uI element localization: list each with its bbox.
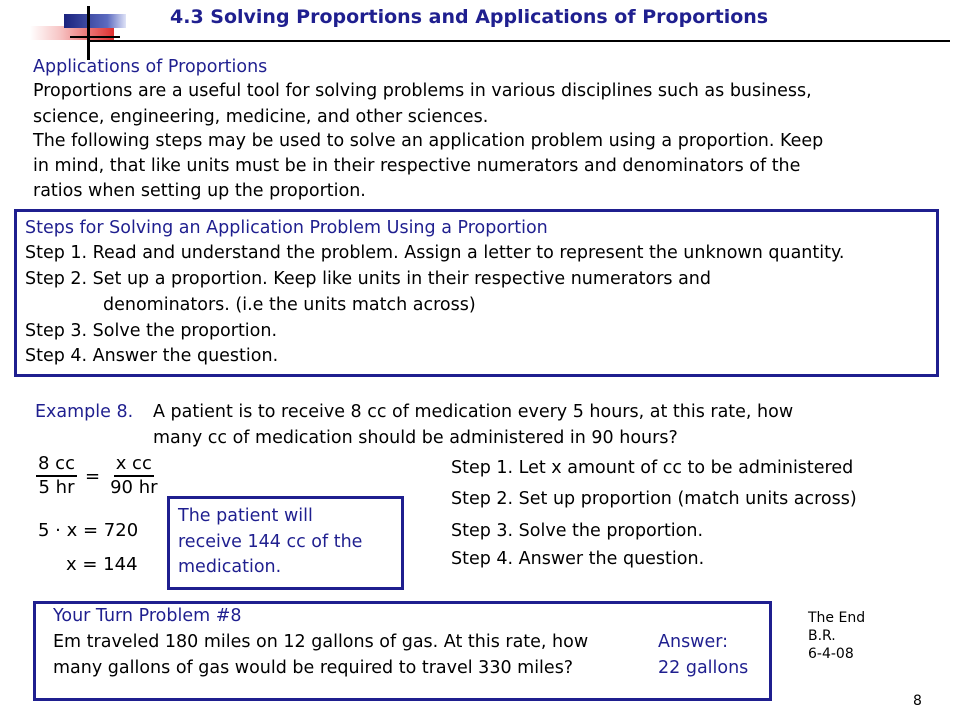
logo-vertical-line xyxy=(87,6,90,60)
intro-line-3: The following steps may be used to solve an application problem using a proportion. Keep xyxy=(33,131,824,151)
example-step-1: Step 1. Let x amount of cc to be administered xyxy=(451,458,854,478)
your-turn-line-1: Em traveled 180 miles on 12 gallons of gas. At this rate, how xyxy=(53,632,589,652)
intro-line-4: in mind, that like units must be in their respective numerators and denominators of the xyxy=(33,156,801,176)
logo-horizontal-line xyxy=(70,36,120,38)
example-step-4: Step 4. Answer the question. xyxy=(451,549,705,569)
example-step-2: Step 2. Set up proportion (match units across) xyxy=(451,489,857,509)
steps-step-1: Step 1. Read and understand the problem. Assign a letter to represent the unknown quantity. xyxy=(25,243,845,263)
example-label: Example 8. xyxy=(35,402,134,422)
steps-step-3: Step 3. Solve the proportion. xyxy=(25,321,278,341)
answer-label: Answer: xyxy=(658,632,729,652)
equation-solution: x = 144 xyxy=(66,554,138,575)
steps-heading: Steps for Solving an Application Problem Using a Proportion xyxy=(25,218,548,238)
proportion-equation xyxy=(36,453,160,499)
note-line-3: medication. xyxy=(178,557,282,577)
left-fraction xyxy=(36,453,77,499)
right-fraction xyxy=(108,453,159,499)
answer-value: 22 gallons xyxy=(658,658,749,678)
equals-sign: = xyxy=(84,465,101,487)
intro-line-5: ratios when setting up the proportion. xyxy=(33,181,366,201)
example-step-3: Step 3. Solve the proportion. xyxy=(451,521,704,541)
page-number: 8 xyxy=(913,693,922,709)
intro-line-2: science, engineering, medicine, and other sciences. xyxy=(33,107,489,127)
the-end-label: The End xyxy=(808,610,866,626)
steps-step-2-continued: denominators. (i.e the units match across) xyxy=(103,295,476,315)
intro-line-1: Proportions are a useful tool for solving problems in various disciplines such as business, xyxy=(33,81,812,101)
logo-blue-bar xyxy=(64,14,126,28)
your-turn-line-2: many gallons of gas would be required to travel 330 miles? xyxy=(53,658,574,678)
right-denominator: 90 hr xyxy=(110,477,158,498)
date-label: 6-4-08 xyxy=(808,646,854,662)
note-line-1: The patient will xyxy=(178,506,313,526)
intro-heading: Applications of Proportions xyxy=(33,57,268,77)
left-numerator: 8 cc xyxy=(36,453,77,477)
your-turn-heading: Your Turn Problem #8 xyxy=(53,606,242,626)
right-numerator: x cc xyxy=(114,453,154,477)
slide-title: 4.3 Solving Proportions and Applications of Proportions xyxy=(170,6,769,28)
left-denominator: 5 hr xyxy=(38,477,75,498)
example-line-2: many cc of medication should be administered in 90 hours? xyxy=(153,428,678,448)
header-rule xyxy=(88,40,950,42)
note-line-2: receive 144 cc of the xyxy=(178,532,363,552)
author-initials: B.R. xyxy=(808,628,836,644)
example-line-1: A patient is to receive 8 cc of medication every 5 hours, at this rate, how xyxy=(153,402,794,422)
steps-step-2: Step 2. Set up a proportion. Keep like units in their respective numerators and xyxy=(25,269,711,289)
steps-step-4: Step 4. Answer the question. xyxy=(25,346,279,366)
equation-cross-multiply: 5 · x = 720 xyxy=(38,520,139,541)
